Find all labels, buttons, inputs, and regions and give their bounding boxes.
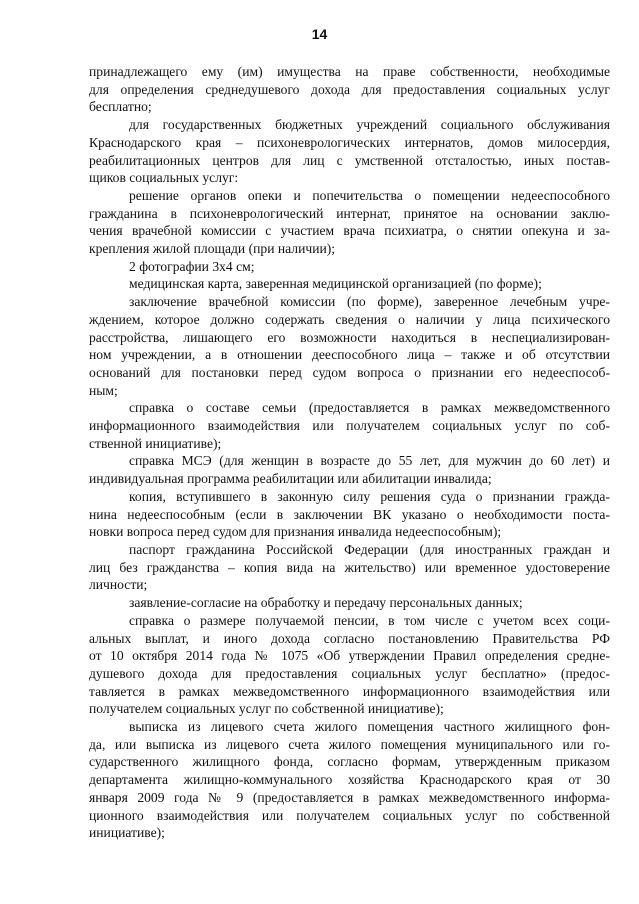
text-line: ным; [89,382,118,398]
text-line: душевого дохода для предоставления социальных услуг бесплатно» (предос- [89,665,610,681]
text-line: ном учреждении, а в отношении дееспособного лица – также и об отсутствии [89,347,610,363]
text-line: альных выплат, и иного дохода согласно постановлению Правительства РФ [89,630,610,646]
text-line: решение органов опеки и попечительства о помещении недееспособного [129,187,610,203]
text-line: реабилитационных центров для лиц с умственной отсталостью, иных постав- [89,152,610,168]
text-line: копия, вступившего в законную силу решения суда о признании гражда- [129,488,610,504]
text-line: для определения среднедушевого дохода для предоставления социальных услуг [89,81,610,97]
page-number: 14 [311,26,328,42]
text-line: Краснодарского края – психоневрологических интернатов, домов милосердия, [89,134,610,150]
text-line: ждением, которое должно содержать сведения о наличии у лица психического [89,311,610,327]
text-line: сударственного жилищного фонда, согласно формам, утвержденным приказом [89,754,610,770]
text-line: новки вопроса перед судом для признания инвалида недееспособным); [89,524,502,540]
text-line: оснований для постановки перед судом вопроса о признании его недееспособ- [89,364,610,380]
text-line: заключение врачебной комиссии (по форме), заверенное лечебным учре- [129,294,610,310]
text-line: для государственных бюджетных учреждений социального обслуживания [129,117,610,133]
text-line: департамента жилищно-коммунального хозяйства Краснодарского края от 30 [89,772,610,788]
text-line: лиц без гражданства – копия вида на жительство) или временное удостоверение [89,559,610,575]
text-line: ственной инициативе); [89,435,222,451]
text-line: паспорт гражданина Российской Федерации (для иностранных граждан и [129,541,610,557]
text-line: тавляется в рамках межведомственного информационного взаимодействия или [89,683,610,699]
text-line: гражданина в психоневрологический интернат, принятое на основании заклю- [89,205,610,221]
text-line: 2 фотографии 3х4 см; [129,258,255,274]
text-line: справка о размере получаемой пенсии, в том числе с учетом всех соци- [129,612,610,628]
text-line: чения врачебной комиссии с участием врача психиатра, о снятии опекуна и за- [89,223,610,239]
text-line: заявление-согласие на обработку и передачу персональных данных; [129,595,523,611]
text-line: инициативе); [89,825,165,841]
text-line: да, или выписка из лицевого счета жилого помещения муниципального или го- [89,736,610,752]
text-line: справка о составе семьи (предоставляется в рамках межведомственного [129,400,610,416]
text-line: бесплатно; [89,99,152,115]
text-line: крепления жилой площади (при наличии); [89,241,336,257]
text-line: нина недееспособным (если в заключении ВК указано о необходимости поста- [89,506,610,522]
text-line: справка МСЭ (для женщин в возрасте до 55 лет, для мужчин до 60 лет) и [129,453,610,469]
document-body [89,63,610,842]
text-line: медицинская карта, заверенная медицинской организацией (по форме); [129,276,542,292]
text-line: расстройства, лишающего его возможности находиться в неспециализирован- [89,329,610,345]
text-line: принадлежащего ему (им) имущества на праве собственности, необходимые [89,64,610,79]
text-line: личности; [89,577,148,593]
text-line: получателем социальных услуг по собственной инициативе); [89,701,444,717]
text-line: ционного взаимодействия или получателем социальных услуг по собственной [89,807,610,823]
text-line: индивидуальная программа реабилитации или абилитации инвалида; [89,471,492,487]
text-line: от 10 октября 2014 года № 1075 «Об утверждении Правил определения средне- [89,648,610,664]
text-line: января 2009 года № 9 (предоставляется в рамках межведомственного информа- [89,789,610,805]
text-line: информационного взаимодействия или получателем социальных услуг по соб- [89,418,610,434]
text-line: щиков социальных услуг: [89,170,239,186]
text-line: выписка из лицевого счета жилого помещения частного жилищного фон- [129,719,610,735]
